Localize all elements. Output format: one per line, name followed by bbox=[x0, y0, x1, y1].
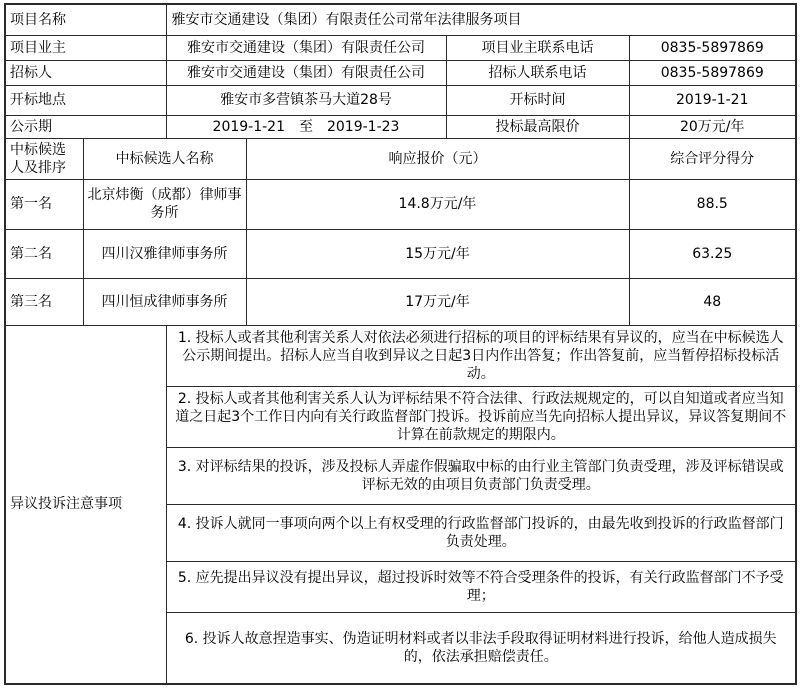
project-owner-row bbox=[5, 35, 796, 60]
candidate-name: 四川恒成律师事务所 bbox=[83, 278, 246, 325]
candidate-price: 17万元/年 bbox=[246, 278, 629, 325]
candidate-name: 北京炜衡（成都）律师事务所 bbox=[83, 179, 246, 229]
candidate-row-2 bbox=[5, 229, 796, 278]
owner-phone-label: 项目业主联系电话 bbox=[446, 35, 629, 60]
candidate-row-3 bbox=[5, 278, 796, 325]
candidates-header-row bbox=[5, 138, 796, 179]
bid-opening-place-label: 开标地点 bbox=[5, 85, 166, 115]
bid-price-header: 响应报价（元） bbox=[246, 138, 629, 179]
tenderee-value: 雅安市交通建设（集团）有限责任公司 bbox=[166, 60, 446, 85]
max-price-value: 20万元/年 bbox=[629, 115, 796, 138]
notice-item-5: 5. 应先提出异议没有提出异议，超过投诉时效等不符合受理条件的投诉，有关行政监督部门不予受理； bbox=[166, 561, 796, 612]
bid-opening-row bbox=[5, 85, 796, 115]
candidate-price: 15万元/年 bbox=[246, 229, 629, 278]
candidate-rank: 第二名 bbox=[5, 229, 83, 278]
bid-opening-place-value: 雅安市多营镇茶马大道28号 bbox=[166, 85, 446, 115]
tenderee-phone-value: 0835-5897869 bbox=[629, 60, 796, 85]
candidate-name: 四川汉雅律师事务所 bbox=[83, 229, 246, 278]
score-header: 综合评分得分 bbox=[629, 138, 796, 179]
project-owner-value: 雅安市交通建设（集团）有限责任公司 bbox=[166, 35, 446, 60]
candidate-score: 48 bbox=[629, 278, 796, 325]
candidate-score: 63.25 bbox=[629, 229, 796, 278]
bid-result-table bbox=[4, 3, 797, 685]
max-price-label: 投标最高限价 bbox=[446, 115, 629, 138]
candidate-name-header: 中标候选人名称 bbox=[83, 138, 246, 179]
notice-item-3: 3. 对评标结果的投诉，涉及投标人弄虚作假骗取中标的由行业主管部门负责受理，涉及评标错误或评标无效的由项目负责部门负责受理。 bbox=[166, 447, 796, 504]
tenderee-phone-label: 招标人联系电话 bbox=[446, 60, 629, 85]
publicity-period-value: 2019-1-21 至 2019-1-23 bbox=[166, 115, 446, 138]
project-owner-label: 项目业主 bbox=[5, 35, 166, 60]
notice-item-1: 1. 投标人或者其他利害关系人对依法必须进行招标的项目的评标结果有异议的，应当在中标候选人公示期间提出。招标人应当自收到异议之日起3日内作出答复；作出答复前，应当暂停招标投标活动。 bbox=[166, 325, 796, 386]
notice-section-label: 异议投诉注意事项 bbox=[5, 325, 166, 684]
notice-item-6: 6. 投诉人故意捏造事实、伪造证明材料或者以非法手段取得证明材料进行投诉，给他人造成损失的，依法承担赔偿责任。 bbox=[166, 612, 796, 684]
tenderee-row bbox=[5, 60, 796, 85]
project-name-value: 雅安市交通建设（集团）有限责任公司常年法律服务项目 bbox=[166, 4, 796, 35]
owner-phone-value: 0835-5897869 bbox=[629, 35, 796, 60]
candidate-rank: 第三名 bbox=[5, 278, 83, 325]
candidate-rank-header: 中标候选人及排序 bbox=[5, 138, 83, 179]
publicity-period-label: 公示期 bbox=[5, 115, 166, 138]
publicity-period-row bbox=[5, 115, 796, 138]
project-name-label: 项目名称 bbox=[5, 4, 166, 35]
candidate-price: 14.8万元/年 bbox=[246, 179, 629, 229]
candidate-rank: 第一名 bbox=[5, 179, 83, 229]
project-name-row bbox=[5, 4, 796, 35]
bid-opening-time-value: 2019-1-21 bbox=[629, 85, 796, 115]
notice-item-4: 4. 投诉人就同一事项向两个以上有权受理的行政监督部门投诉的，由最先收到投诉的行政监督部门负责处理。 bbox=[166, 504, 796, 561]
notice-row-1 bbox=[5, 325, 796, 386]
tenderee-label: 招标人 bbox=[5, 60, 166, 85]
candidate-score: 88.5 bbox=[629, 179, 796, 229]
notice-item-2: 2. 投标人或者其他利害关系人认为评标结果不符合法律、行政法规规定的，可以自知道或者应当知道之日起3个工作日内向有关行政监督部门投诉。投诉前应当先向招标人提出异议，异议答复期间不计算在前款规定的期限内。 bbox=[166, 386, 796, 447]
bid-opening-time-label: 开标时间 bbox=[446, 85, 629, 115]
candidate-row-1 bbox=[5, 179, 796, 229]
